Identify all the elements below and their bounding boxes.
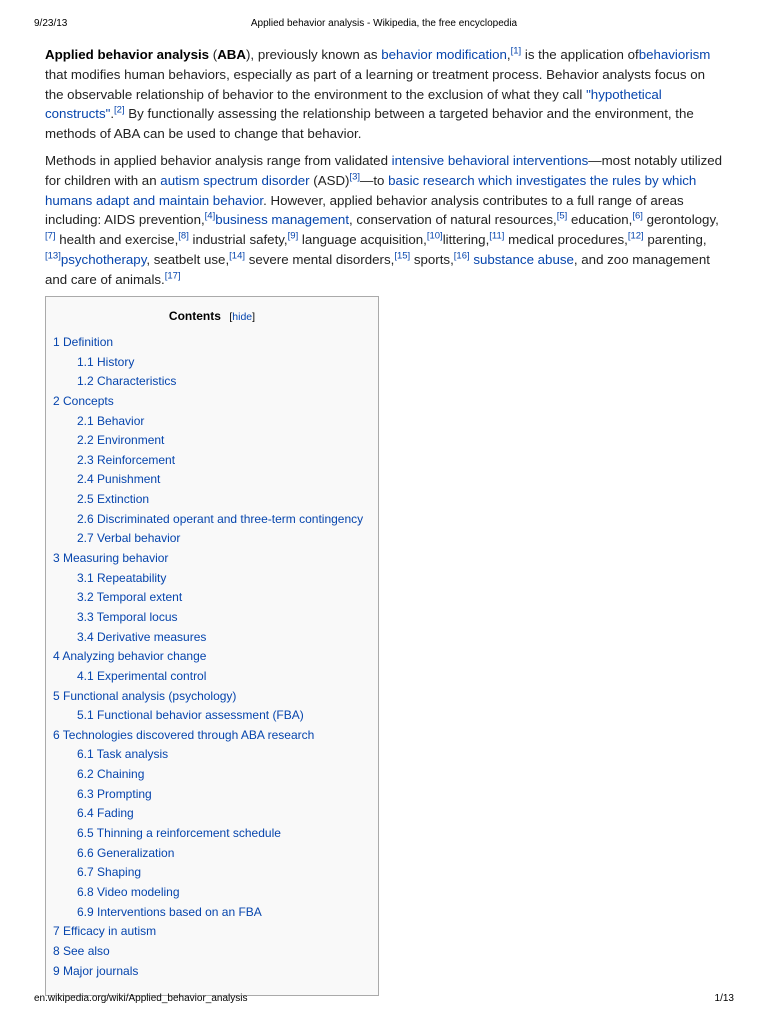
toc-hide-toggle[interactable] [229,311,255,323]
toc-item[interactable]: 7 Efficacy in autism [53,924,157,939]
text-run: education, [567,212,633,228]
toc-item[interactable]: 6.4 Fading [77,806,134,821]
text-run: sports, [410,251,454,267]
ref-10[interactable]: [10] [426,230,443,242]
print-header [34,18,734,32]
toc-item[interactable]: 8 See also [53,943,110,958]
text-run: Methods in applied behavior analysis range from validated [45,152,392,168]
text-run: —most notably utilized for children with an [45,152,723,188]
intro-paragraph [45,45,725,144]
methods-paragraph [45,151,725,290]
toc-item[interactable]: 2.1 Behavior [77,413,145,428]
toc-item[interactable]: 3 Measuring behavior [53,551,169,566]
toc-hide-bracket: [ [229,311,233,323]
text-run: , and zoo management and care of animals. [45,251,710,287]
toc-item[interactable]: 1 Definition [53,335,114,349]
text-run: , seatbelt use, [146,251,230,267]
text-run: . However, applied behavior analysis contributes to a full range of areas including: AIDS prevention, [45,192,684,228]
text-run: , conservation of natural resources, [349,212,557,228]
toc-item[interactable]: 1.1 History [77,354,135,369]
ref-16[interactable]: [16] [453,250,470,262]
ref-13[interactable]: [13] [45,250,61,262]
toc-item[interactable]: 9 Major journals [53,963,139,978]
toc-item[interactable]: 2.5 Extinction [77,492,150,507]
ref-17[interactable]: [17] [164,270,181,282]
toc-item[interactable]: 5 Functional analysis (psychology) [53,688,237,703]
toc-item[interactable]: 6.5 Thinning a reinforcement schedule [77,826,281,841]
toc-item[interactable]: 2 Concepts [53,393,114,408]
table-of-contents [45,296,379,996]
toc-item[interactable]: 2.4 Punishment [77,472,161,487]
toc-item[interactable]: 3.1 Repeatability [77,570,167,585]
text-run: medical procedures, [504,232,628,248]
text-run: —to [360,172,389,188]
article-abbr: ABA [217,47,246,62]
toc-hide-link[interactable]: hide [232,311,253,323]
ref-6[interactable]: [6] [632,210,643,222]
toc-list [46,333,378,981]
toc-item[interactable]: 1.2 Characteristics [77,374,177,389]
ref-7[interactable]: [7] [45,230,56,242]
link-substance-abuse[interactable]: substance abuse [473,251,574,267]
link-basic-research[interactable]: basic research which investigates the rules by which humans adapt and maintain behavior [45,172,697,208]
toc-item[interactable]: 3.4 Derivative measures [77,629,207,644]
ref-12[interactable]: [12] [627,230,644,242]
ref-11[interactable]: [11] [489,230,505,242]
toc-item[interactable]: 2.3 Reinforcement [77,452,176,467]
text-run: ), previously known as [246,47,382,62]
link-autism-spectrum-disorder[interactable]: autism spectrum disorder [160,172,310,188]
link-behavior-modification[interactable]: behavior modification [381,47,507,62]
link-business-management[interactable]: business management [215,212,350,228]
text-run: industrial safety, [188,232,288,248]
ref-15[interactable]: [15] [394,250,411,262]
toc-item[interactable]: 3.2 Temporal extent [77,590,183,605]
print-date: 9/23/13 [34,18,68,29]
toc-item[interactable]: 6.1 Task analysis [77,747,169,762]
text-run: ( [209,47,218,62]
text-run: severe mental disorders, [245,251,395,267]
toc-item[interactable]: 4 Analyzing behavior change [53,649,207,664]
link-hypothetical-constructs[interactable]: "hypothetical constructs" [45,86,662,122]
link-psychotherapy[interactable]: psychotherapy [60,251,147,267]
toc-item[interactable]: 6.8 Video modeling [77,884,180,899]
toc-title: Contents [168,309,221,323]
ref-9[interactable]: [9] [287,230,299,242]
print-title: Applied behavior analysis - Wikipedia, the free encyclopedia [250,18,518,29]
article-term: Applied behavior analysis [45,47,210,62]
ref-8[interactable]: [8] [178,230,189,242]
text-run: littering, [442,232,490,248]
toc-item[interactable]: 2.2 Environment [77,433,165,448]
toc-hide-bracket: ] [252,311,256,323]
text-run: that modifies human behaviors, especially as part of a learning or treatment process. Behavior analysts focus on the observable relationship of behavior to the environment to the exclusion of what they call [45,66,706,102]
link-behaviorism[interactable]: behaviorism [638,47,711,62]
ref-5[interactable]: [5] [556,210,568,222]
toc-item[interactable]: 2.6 Discriminated operant and three-term contingency [77,511,364,526]
text-run: By functionally assessing the relationship between a targeted behavior and the environment, the methods of ABA can be used to change that behavior. [45,106,694,142]
toc-header [46,307,378,327]
ref-2[interactable]: [2] [114,104,125,116]
print-footer [34,993,734,1007]
toc-item[interactable]: 3.3 Temporal locus [77,609,178,624]
ref-4[interactable]: [4] [204,210,216,222]
text-run: gerontology, [642,212,719,228]
toc-item[interactable]: 6 Technologies discovered through ABA research [53,727,315,742]
text-run: is the application of [521,47,639,62]
ref-3[interactable]: [3] [349,171,361,183]
text-run: language acquisition, [298,232,427,248]
text-run: . [110,106,115,122]
toc-item[interactable]: 5.1 Functional behavior assessment (FBA) [77,708,304,723]
text-run: (ASD) [309,172,350,188]
link-intensive-behavioral-interventions[interactable]: intensive behavioral interventions [391,152,589,168]
toc-item[interactable]: 4.1 Experimental control [77,668,207,683]
toc-item[interactable]: 6.6 Generalization [77,845,175,860]
text-run: health and exercise, [55,232,179,248]
toc-item[interactable]: 6.9 Interventions based on an FBA [77,904,262,919]
toc-item[interactable]: 6.2 Chaining [77,767,145,782]
toc-item[interactable]: 6.7 Shaping [77,865,142,880]
toc-item[interactable]: 6.3 Prompting [77,786,152,801]
print-url: en.wikipedia.org/wiki/Applied_behavior_analysis [34,993,248,1004]
article-body [45,45,725,297]
text-run: parenting, [643,232,707,248]
print-page-number: 1/13 [714,993,734,1004]
text-run: , [506,47,511,62]
toc-item[interactable]: 2.7 Verbal behavior [77,531,181,546]
ref-1[interactable]: [1] [510,45,522,57]
ref-14[interactable]: [14] [229,250,246,262]
